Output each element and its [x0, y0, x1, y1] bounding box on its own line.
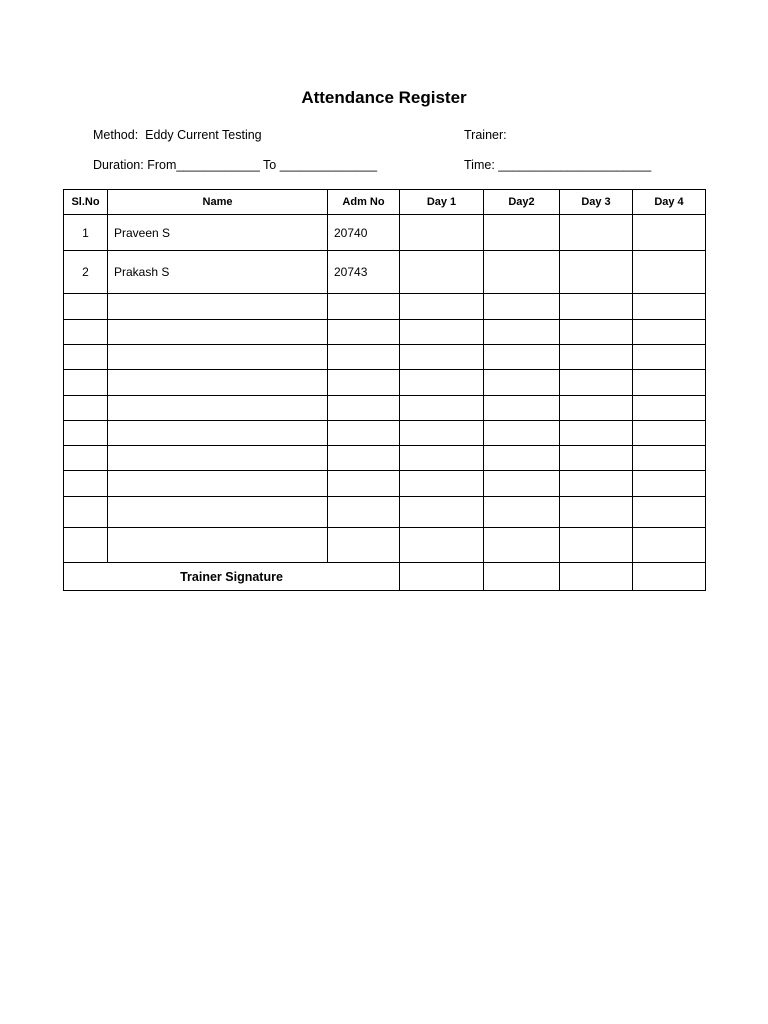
signature-cell [633, 563, 706, 591]
day-cell [560, 215, 633, 251]
table-header-row [64, 190, 706, 215]
name-cell: Praveen S [108, 215, 328, 251]
page-title: Attendance Register [301, 88, 467, 107]
attendance-table [63, 189, 706, 591]
column-header-day-1: Day 1 [400, 190, 484, 215]
signature-cell [484, 563, 560, 591]
method-label: Method: [93, 128, 139, 142]
empty-table-row [64, 471, 706, 497]
duration-line: Duration: From____________ To ______________ [93, 158, 378, 172]
empty-table-row [64, 497, 706, 528]
trainer-signature-label: Trainer Signature [64, 563, 400, 591]
adm-no-cell: 20740 [328, 215, 400, 251]
signature-cell [400, 563, 484, 591]
day-cell [400, 215, 484, 251]
signature-row [64, 563, 706, 591]
column-header-day-2: Day2 [484, 190, 560, 215]
empty-table-row [64, 446, 706, 471]
name-cell: Prakash S [108, 251, 328, 294]
day-cell [484, 251, 560, 294]
method-value: Eddy Current Testing [145, 128, 262, 142]
trainer-label: Trainer: [464, 128, 507, 142]
table-row [64, 251, 706, 294]
adm-no-cell: 20743 [328, 251, 400, 294]
empty-table-row [64, 294, 706, 320]
column-header-name: Name [108, 190, 328, 215]
table-row [64, 215, 706, 251]
empty-table-row [64, 320, 706, 345]
empty-table-row [64, 421, 706, 446]
sl-no-cell: 1 [64, 215, 108, 251]
day-cell [633, 215, 706, 251]
sl-no-cell: 2 [64, 251, 108, 294]
day-cell [400, 251, 484, 294]
column-header-day-3: Day 3 [560, 190, 633, 215]
empty-table-row [64, 345, 706, 370]
day-cell [560, 251, 633, 294]
empty-table-row [64, 396, 706, 421]
column-header-adm-no: Adm No [328, 190, 400, 215]
column-header-day-4: Day 4 [633, 190, 706, 215]
method-line [93, 128, 262, 142]
day-cell [633, 251, 706, 294]
signature-cell [560, 563, 633, 591]
day-cell [484, 215, 560, 251]
column-header-sl-no: Sl.No [64, 190, 108, 215]
time-line: Time: ______________________ [464, 158, 652, 172]
empty-table-row [64, 528, 706, 563]
empty-table-row [64, 370, 706, 396]
